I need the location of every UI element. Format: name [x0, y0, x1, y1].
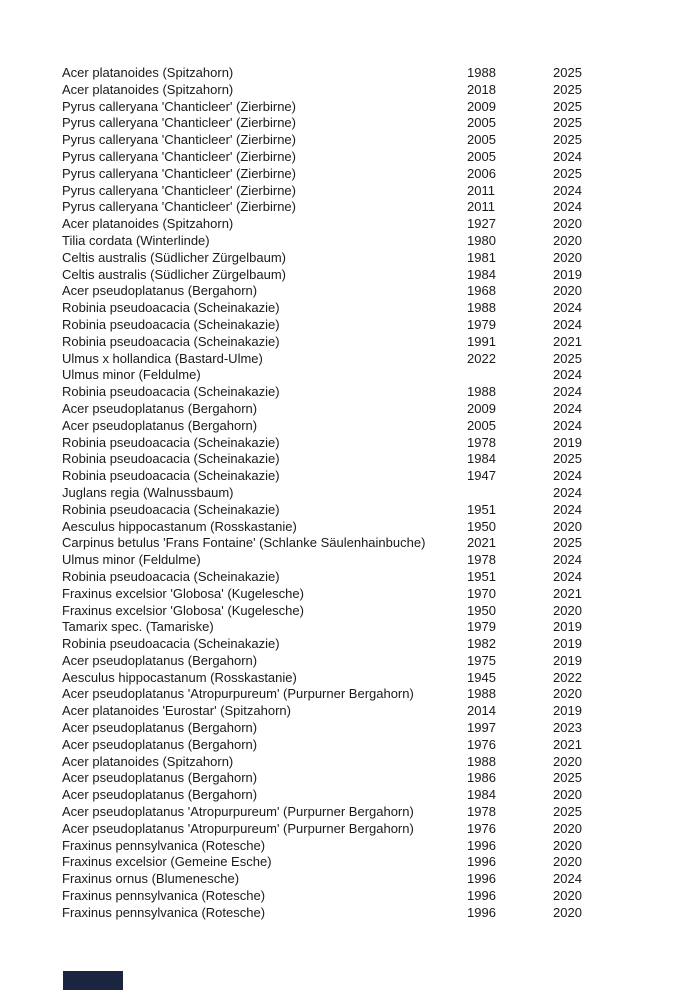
year-planted-cell: 1996: [467, 837, 496, 853]
year-surveyed-cell: 2024: [553, 552, 582, 568]
species-cell: Tilia cordata (Winterlinde): [62, 232, 210, 248]
species-cell: Ulmus x hollandica (Bastard-Ulme): [62, 350, 263, 366]
species-cell: Robinia pseudoacacia (Scheinakazie): [62, 333, 280, 349]
year-surveyed-cell: 2022: [553, 669, 582, 685]
year-surveyed-cell: 2025: [553, 115, 582, 131]
table-row: [62, 653, 637, 670]
table-row: [62, 502, 637, 519]
year-surveyed-cell: 2020: [553, 753, 582, 769]
year-planted-cell: 1988: [467, 753, 496, 769]
year-surveyed-cell: 2025: [553, 535, 582, 551]
year-planted-cell: 1996: [467, 904, 496, 920]
year-planted-cell: 1927: [467, 216, 496, 232]
species-cell: Aesculus hippocastanum (Rosskastanie): [62, 669, 297, 685]
table-row: [62, 686, 637, 703]
year-surveyed-cell: 2025: [553, 165, 582, 181]
table-row: [62, 82, 637, 99]
species-cell: Juglans regia (Walnussbaum): [62, 484, 234, 500]
table-row: [62, 199, 637, 216]
table-row: [62, 267, 637, 284]
species-cell: Acer platanoides (Spitzahorn): [62, 753, 234, 769]
year-planted-cell: 2005: [467, 115, 496, 131]
year-planted-cell: 1984: [467, 451, 496, 467]
year-surveyed-cell: 2024: [553, 316, 582, 332]
year-surveyed-cell: 2019: [553, 703, 582, 719]
table-row: [62, 871, 637, 888]
species-cell: Fraxinus excelsior (Gemeine Esche): [62, 854, 272, 870]
year-planted-cell: 2011: [467, 199, 495, 215]
year-planted-cell: 1984: [467, 266, 496, 282]
species-cell: Robinia pseudoacacia (Scheinakazie): [62, 468, 280, 484]
table-row: [62, 821, 637, 838]
year-surveyed-cell: 2020: [553, 249, 582, 265]
species-cell: Robinia pseudoacacia (Scheinakazie): [62, 451, 280, 467]
table-row: [62, 435, 637, 452]
species-cell: Pyrus calleryana 'Chanticleer' (Zierbirne): [62, 148, 296, 164]
table-row: [62, 787, 637, 804]
year-surveyed-cell: 2020: [553, 837, 582, 853]
species-cell: Fraxinus pennsylvanica (Rotesche): [62, 904, 266, 920]
year-surveyed-cell: 2025: [553, 98, 582, 114]
year-surveyed-cell: 2020: [553, 904, 582, 920]
table-row: [62, 619, 637, 636]
year-planted-cell: 1979: [467, 619, 496, 635]
species-cell: Fraxinus pennsylvanica (Rotesche): [62, 888, 266, 904]
table-row: [62, 351, 637, 368]
year-surveyed-cell: 2025: [553, 804, 582, 820]
species-cell: Fraxinus ornus (Blumenesche): [62, 871, 240, 887]
year-surveyed-cell: 2019: [553, 266, 582, 282]
species-cell: Fraxinus pennsylvanica (Rotesche): [62, 837, 266, 853]
table-row: [62, 250, 637, 267]
year-planted-cell: 1975: [467, 652, 496, 668]
year-surveyed-cell: 2024: [553, 199, 582, 215]
species-cell: Acer pseudoplatanus 'Atropurpureum' (Purpurner Bergahorn): [62, 820, 414, 836]
year-surveyed-cell: 2020: [553, 602, 582, 618]
species-cell: Acer pseudoplatanus (Bergahorn): [62, 720, 258, 736]
species-cell: Robinia pseudoacacia (Scheinakazie): [62, 384, 280, 400]
table-row: [62, 670, 637, 687]
year-surveyed-cell: 2021: [553, 585, 582, 601]
year-surveyed-cell: 2024: [553, 568, 582, 584]
year-planted-cell: 1981: [467, 249, 496, 265]
year-surveyed-cell: 2020: [553, 283, 582, 299]
table-row: [62, 166, 637, 183]
year-surveyed-cell: 2020: [553, 888, 582, 904]
year-planted-cell: 1982: [467, 636, 496, 652]
table-row: [62, 603, 637, 620]
table-row: [62, 888, 637, 905]
table-row: [62, 317, 637, 334]
table-row: [62, 468, 637, 485]
year-surveyed-cell: 2019: [553, 652, 582, 668]
year-surveyed-cell: 2020: [553, 686, 582, 702]
year-planted-cell: 1988: [467, 300, 496, 316]
year-planted-cell: 1978: [467, 552, 496, 568]
year-surveyed-cell: 2024: [553, 871, 582, 887]
table-row: [62, 334, 637, 351]
year-surveyed-cell: 2021: [553, 736, 582, 752]
year-surveyed-cell: 2024: [553, 384, 582, 400]
species-cell: Acer platanoides (Spitzahorn): [62, 81, 234, 97]
year-planted-cell: 1978: [467, 804, 496, 820]
year-planted-cell: 1945: [467, 669, 496, 685]
year-planted-cell: 2005: [467, 148, 496, 164]
year-planted-cell: 1988: [467, 384, 496, 400]
table-row: [62, 854, 637, 871]
species-cell: Robinia pseudoacacia (Scheinakazie): [62, 434, 280, 450]
year-planted-cell: 1976: [467, 820, 496, 836]
year-planted-cell: 1968: [467, 283, 496, 299]
year-surveyed-cell: 2024: [553, 417, 582, 433]
year-planted-cell: 1950: [467, 602, 496, 618]
table-row: [62, 485, 637, 502]
table-row: [62, 804, 637, 821]
year-surveyed-cell: 2024: [553, 468, 582, 484]
table-row: [62, 216, 637, 233]
table-row: [62, 384, 637, 401]
year-planted-cell: 2006: [467, 165, 496, 181]
table-row: [62, 569, 637, 586]
table-row: [62, 636, 637, 653]
species-cell: Acer platanoides (Spitzahorn): [62, 216, 234, 232]
table-row: [62, 770, 637, 787]
species-cell: Acer pseudoplatanus 'Atropurpureum' (Purpurner Bergahorn): [62, 686, 414, 702]
table-row: [62, 115, 637, 132]
year-planted-cell: 2005: [467, 417, 496, 433]
table-row: [62, 737, 637, 754]
year-planted-cell: 1997: [467, 720, 496, 736]
table-row: [62, 905, 637, 922]
year-planted-cell: 1996: [467, 854, 496, 870]
species-cell: Acer pseudoplatanus (Bergahorn): [62, 787, 258, 803]
table-row: [62, 300, 637, 317]
species-cell: Robinia pseudoacacia (Scheinakazie): [62, 568, 280, 584]
species-cell: Robinia pseudoacacia (Scheinakazie): [62, 300, 280, 316]
year-planted-cell: 1978: [467, 434, 496, 450]
species-cell: Robinia pseudoacacia (Scheinakazie): [62, 636, 280, 652]
year-planted-cell: 1988: [467, 686, 496, 702]
year-surveyed-cell: 2024: [553, 400, 582, 416]
year-planted-cell: 1988: [467, 65, 496, 80]
year-surveyed-cell: 2024: [553, 501, 582, 517]
species-cell: Acer platanoides (Spitzahorn): [62, 65, 234, 80]
species-cell: Ulmus minor (Feldulme): [62, 552, 201, 568]
year-planted-cell: 1984: [467, 787, 496, 803]
year-planted-cell: 1991: [467, 333, 496, 349]
species-cell: Robinia pseudoacacia (Scheinakazie): [62, 501, 280, 517]
year-planted-cell: 2005: [467, 132, 496, 148]
year-planted-cell: 2009: [467, 98, 496, 114]
year-planted-cell: 1951: [467, 501, 496, 517]
year-planted-cell: 2009: [467, 400, 496, 416]
year-surveyed-cell: 2020: [553, 820, 582, 836]
year-surveyed-cell: 2025: [553, 451, 582, 467]
year-planted-cell: [467, 485, 553, 502]
year-planted-cell: 2018: [467, 81, 496, 97]
species-cell: Tamarix spec. (Tamariske): [62, 619, 214, 635]
table-row: [62, 401, 637, 418]
year-planted-cell: [467, 367, 553, 384]
year-planted-cell: 2021: [467, 535, 496, 551]
species-cell: Acer pseudoplatanus (Bergahorn): [62, 417, 258, 433]
species-cell: Acer pseudoplatanus (Bergahorn): [62, 400, 258, 416]
year-surveyed-cell: 2020: [553, 787, 582, 803]
year-surveyed-cell: 2025: [553, 350, 582, 366]
table-row: [62, 149, 637, 166]
table-row: [62, 451, 637, 468]
species-cell: Robinia pseudoacacia (Scheinakazie): [62, 316, 280, 332]
table-row: [62, 519, 637, 536]
year-surveyed-cell: 2020: [553, 216, 582, 232]
species-cell: Aesculus hippocastanum (Rosskastanie): [62, 518, 297, 534]
table-row: [62, 183, 637, 200]
year-planted-cell: 1996: [467, 888, 496, 904]
year-planted-cell: 1980: [467, 232, 496, 248]
year-planted-cell: 1996: [467, 871, 496, 887]
table-row: [62, 838, 637, 855]
table-row: [62, 754, 637, 771]
year-planted-cell: 1986: [467, 770, 496, 786]
year-surveyed-cell: 2025: [553, 132, 582, 148]
year-planted-cell: 1950: [467, 518, 496, 534]
year-surveyed-cell: 2023: [553, 720, 582, 736]
year-planted-cell: 1976: [467, 736, 496, 752]
species-cell: Pyrus calleryana 'Chanticleer' (Zierbirne): [62, 115, 296, 131]
year-surveyed-cell: 2019: [553, 636, 582, 652]
species-cell: Pyrus calleryana 'Chanticleer' (Zierbirne): [62, 165, 296, 181]
year-surveyed-cell: 2024: [553, 367, 582, 383]
year-surveyed-cell: 2021: [553, 333, 582, 349]
year-surveyed-cell: 2024: [553, 182, 582, 198]
year-surveyed-cell: 2025: [553, 65, 582, 80]
table-row: [62, 418, 637, 435]
year-surveyed-cell: 2024: [553, 148, 582, 164]
species-cell: Acer pseudoplatanus 'Atropurpureum' (Purpurner Bergahorn): [62, 804, 414, 820]
year-surveyed-cell: 2020: [553, 854, 582, 870]
year-surveyed-cell: 2019: [553, 434, 582, 450]
species-cell: Ulmus minor (Feldulme): [62, 367, 201, 383]
species-cell: Pyrus calleryana 'Chanticleer' (Zierbirne): [62, 98, 296, 114]
year-planted-cell: 1947: [467, 468, 496, 484]
year-planted-cell: 1970: [467, 585, 496, 601]
year-surveyed-cell: 2020: [553, 518, 582, 534]
year-surveyed-cell: 2025: [553, 770, 582, 786]
year-planted-cell: 1979: [467, 316, 496, 332]
species-cell: Acer pseudoplatanus (Bergahorn): [62, 283, 258, 299]
species-cell: Acer pseudoplatanus (Bergahorn): [62, 736, 258, 752]
table-row: [62, 65, 637, 82]
year-surveyed-cell: 2024: [553, 484, 582, 500]
year-surveyed-cell: 2025: [553, 81, 582, 97]
year-surveyed-cell: 2019: [553, 619, 582, 635]
species-cell: Carpinus betulus 'Frans Fontaine' (Schlanke Säulenhainbuche): [62, 535, 426, 551]
species-cell: Acer platanoides 'Eurostar' (Spitzahorn): [62, 703, 291, 719]
year-planted-cell: 2014: [467, 703, 496, 719]
table-row: [62, 99, 637, 116]
species-cell: Celtis australis (Südlicher Zürgelbaum): [62, 249, 286, 265]
year-planted-cell: 2022: [467, 350, 496, 366]
table-row: [62, 703, 637, 720]
species-cell: Celtis australis (Südlicher Zürgelbaum): [62, 266, 286, 282]
table-row: [62, 552, 637, 569]
table-row: [62, 283, 637, 300]
species-cell: Fraxinus excelsior 'Globosa' (Kugelesche): [62, 602, 304, 618]
table-row: [62, 586, 637, 603]
year-surveyed-cell: 2024: [553, 300, 582, 316]
year-surveyed-cell: 2020: [553, 232, 582, 248]
species-cell: Pyrus calleryana 'Chanticleer' (Zierbirne): [62, 199, 296, 215]
year-planted-cell: 2011: [467, 182, 495, 198]
table-row: [62, 132, 637, 149]
table-row: [62, 535, 637, 552]
year-planted-cell: 1951: [467, 568, 496, 584]
species-cell: Acer pseudoplatanus (Bergahorn): [62, 652, 258, 668]
table-row: [62, 720, 637, 737]
table-row: [62, 367, 637, 384]
tree-table: [62, 65, 637, 922]
species-cell: Acer pseudoplatanus (Bergahorn): [62, 770, 258, 786]
table-row: [62, 233, 637, 250]
footer-accent-block: [63, 971, 123, 990]
species-cell: Pyrus calleryana 'Chanticleer' (Zierbirne): [62, 182, 296, 198]
species-cell: Pyrus calleryana 'Chanticleer' (Zierbirne): [62, 132, 296, 148]
species-cell: Fraxinus excelsior 'Globosa' (Kugelesche): [62, 585, 304, 601]
